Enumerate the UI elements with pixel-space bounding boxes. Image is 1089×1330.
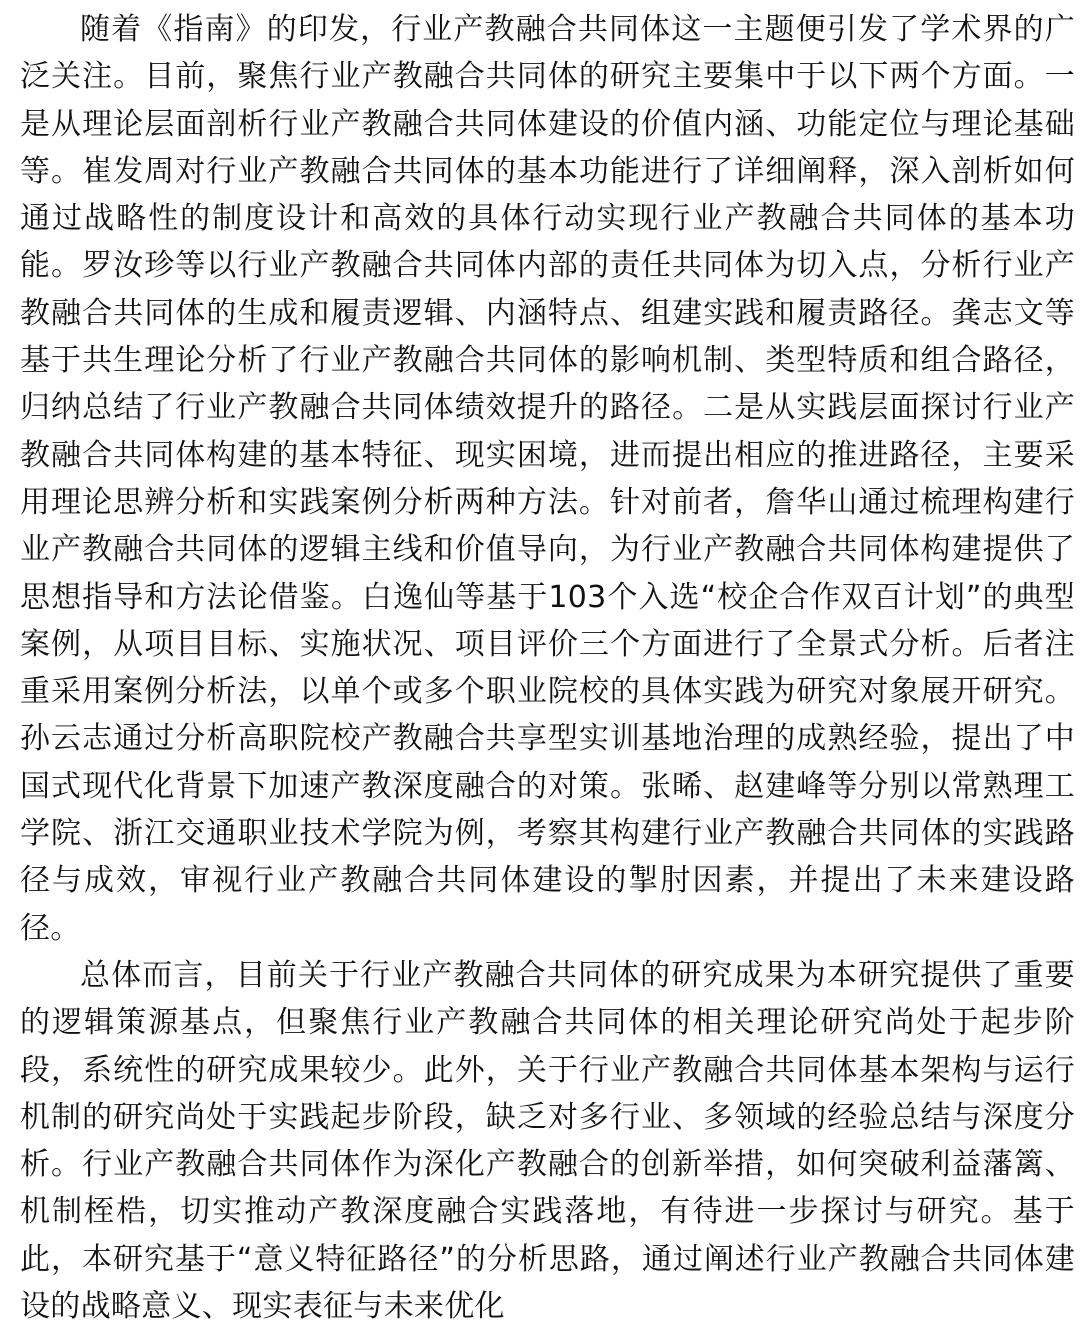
paragraph-literature-review: 随着《指南》的印发，行业产教融合共同体这一主题便引发了学术界的广泛关注。目前，聚焦行业产教融合共同体的研究主要集中于以下两个方面。一是从理论层面剖析行业产教融合共同体建设的价值内涵、功能定位与理论基础等。崔发周对行业产教融合共同体的基本功能进行了详细阐释，深入剖析如何通过战略性的制度设计和高效的具体行动实现行业产教融合共同体的基本功能。罗汝珍等以行业产教融合共同体内部的责任共同体为切入点，分析行业产教融合共同体的生成和履责逻辑、内涵特点、组建实践和履责路径。龚志文等基于共生理论分析了行业产教融合共同体的影响机制、类型特质和组合路径，归纳总结了行业产教融合共同体绩效提升的路径。二是从实践层面探讨行业产教融合共同体构建的基本特征、现实困境，进而提出相应的推进路径，主要采用理论思辨分析和实践案例分析两种方法。针对前者，詹华山通过梳理构建行业产教融合共同体的逻辑主线和价值导向，为行业产教融合共同体构建提供了思想指导和方法论借鉴。白逸仙等基于103个入选“校企合作双百计划”的典型案例，从项目目标、实施状况、项目评价三个方面进行了全景式分析。后者注重采用案例分析法，以单个或多个职业院校的具体实践为研究对象展开研究。孙云志通过分析高职院校产教融合共享型实训基地治理的成熟经验，提出了中国式现代化背景下加速产教深度融合的对策。张晞、赵建峰等分别以常熟理工学院、浙江交通职业技术学院为例，考察其构建行业产教融合共同体的实践路径与成效，审视行业产教融合共同体建设的掣肘因素，并提出了未来建设路径。 [20, 12, 1075, 946]
paragraph-summary: 总体而言，目前关于行业产教融合共同体的研究成果为本研究提供了重要的逻辑策源基点，但聚焦行业产教融合共同体的相关理论研究尚处于起步阶段，系统性的研究成果较少。此外，关于行业产教融合共同体基本架构与运行机制的研究尚处于实践起步阶段，缺乏对多行业、多领域的经验总结与深度分析。行业产教融合共同体作为深化产教融合的创新举措，如何突破利益藩篱、机制桎梏，切实推动产教深度融合实践落地，有待进一步探讨与研究。基于此，本研究基于“意义特征路径”的分析思路，通过阐述行业产教融合共同体建设的战略意义、现实表征与未来优化 [20, 957, 1075, 1325]
